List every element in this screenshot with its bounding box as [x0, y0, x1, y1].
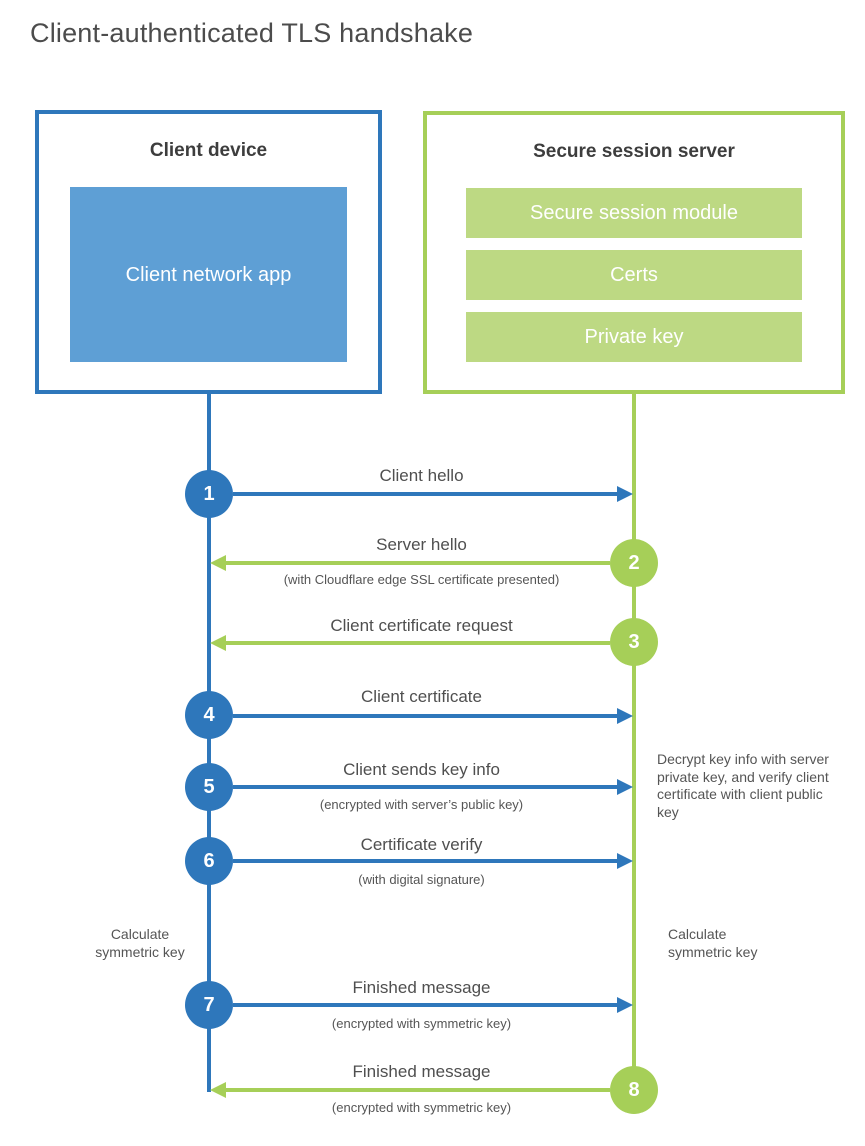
step-5-arrow-right	[233, 785, 618, 789]
calculate-symmetric-key-client: Calculate symmetric key	[95, 926, 185, 960]
server-module-certs: Certs	[466, 250, 802, 300]
step-5-label: Client sends key info	[343, 760, 500, 779]
client-device-title: Client device	[149, 140, 268, 161]
step-2-arrow-left	[225, 561, 610, 565]
step-2-label: Server hello	[376, 535, 467, 554]
page-title: Client-authenticated TLS handshake	[30, 18, 474, 48]
step-1-arrow-right	[233, 492, 618, 496]
step-1-label: Client hello	[379, 466, 464, 485]
step-6-circle: 6	[185, 837, 233, 885]
arrow-head-right-icon	[617, 779, 633, 795]
arrow-head-left-icon	[210, 1082, 226, 1098]
step-2-circle: 2	[610, 539, 658, 587]
step-3-arrow-left	[225, 641, 610, 645]
arrow-head-right-icon	[617, 708, 633, 724]
calculate-symmetric-key-server: Calculate symmetric key	[668, 926, 758, 960]
client-device-box	[35, 110, 382, 394]
arrow-head-right-icon	[617, 853, 633, 869]
step-7-circle: 7	[185, 981, 233, 1029]
arrow-head-left-icon	[210, 555, 226, 571]
client-network-app-box: Client network app	[70, 187, 347, 362]
step-6-arrow-right	[233, 859, 618, 863]
arrow-head-right-icon	[617, 997, 633, 1013]
secure-session-server-box	[423, 111, 845, 394]
step-5-sublabel: (encrypted with server’s public key)	[319, 797, 524, 812]
step-4-label: Client certificate	[361, 687, 482, 706]
step-4-circle: 4	[185, 691, 233, 739]
step-3-circle: 3	[610, 618, 658, 666]
secure-session-server-title: Secure session server	[533, 141, 735, 162]
arrow-head-left-icon	[210, 635, 226, 651]
step-8-circle: 8	[610, 1066, 658, 1114]
arrow-head-right-icon	[617, 486, 633, 502]
step-5-circle: 5	[185, 763, 233, 811]
step-8-sublabel: (encrypted with symmetric key)	[331, 1100, 512, 1115]
step-7-label: Finished message	[352, 978, 491, 997]
server-module-private-key: Private key	[466, 312, 802, 362]
step-8-arrow-left	[225, 1088, 610, 1092]
step-2-sublabel: (with Cloudflare edge SSL certificate presented)	[283, 572, 560, 587]
step-8-label: Finished message	[352, 1062, 491, 1081]
step-7-sublabel: (encrypted with symmetric key)	[331, 1016, 512, 1031]
decrypt-key-note: Decrypt key info with server private key, and verify client certificate with client public key	[657, 751, 829, 820]
step-1-circle: 1	[185, 470, 233, 518]
step-4-arrow-right	[233, 714, 618, 718]
step-7-arrow-right	[233, 1003, 618, 1007]
step-6-label: Certificate verify	[360, 835, 483, 854]
server-module-secure-session: Secure session module	[466, 188, 802, 238]
step-3-label: Client certificate request	[330, 616, 513, 635]
step-6-sublabel: (with digital signature)	[358, 872, 485, 887]
